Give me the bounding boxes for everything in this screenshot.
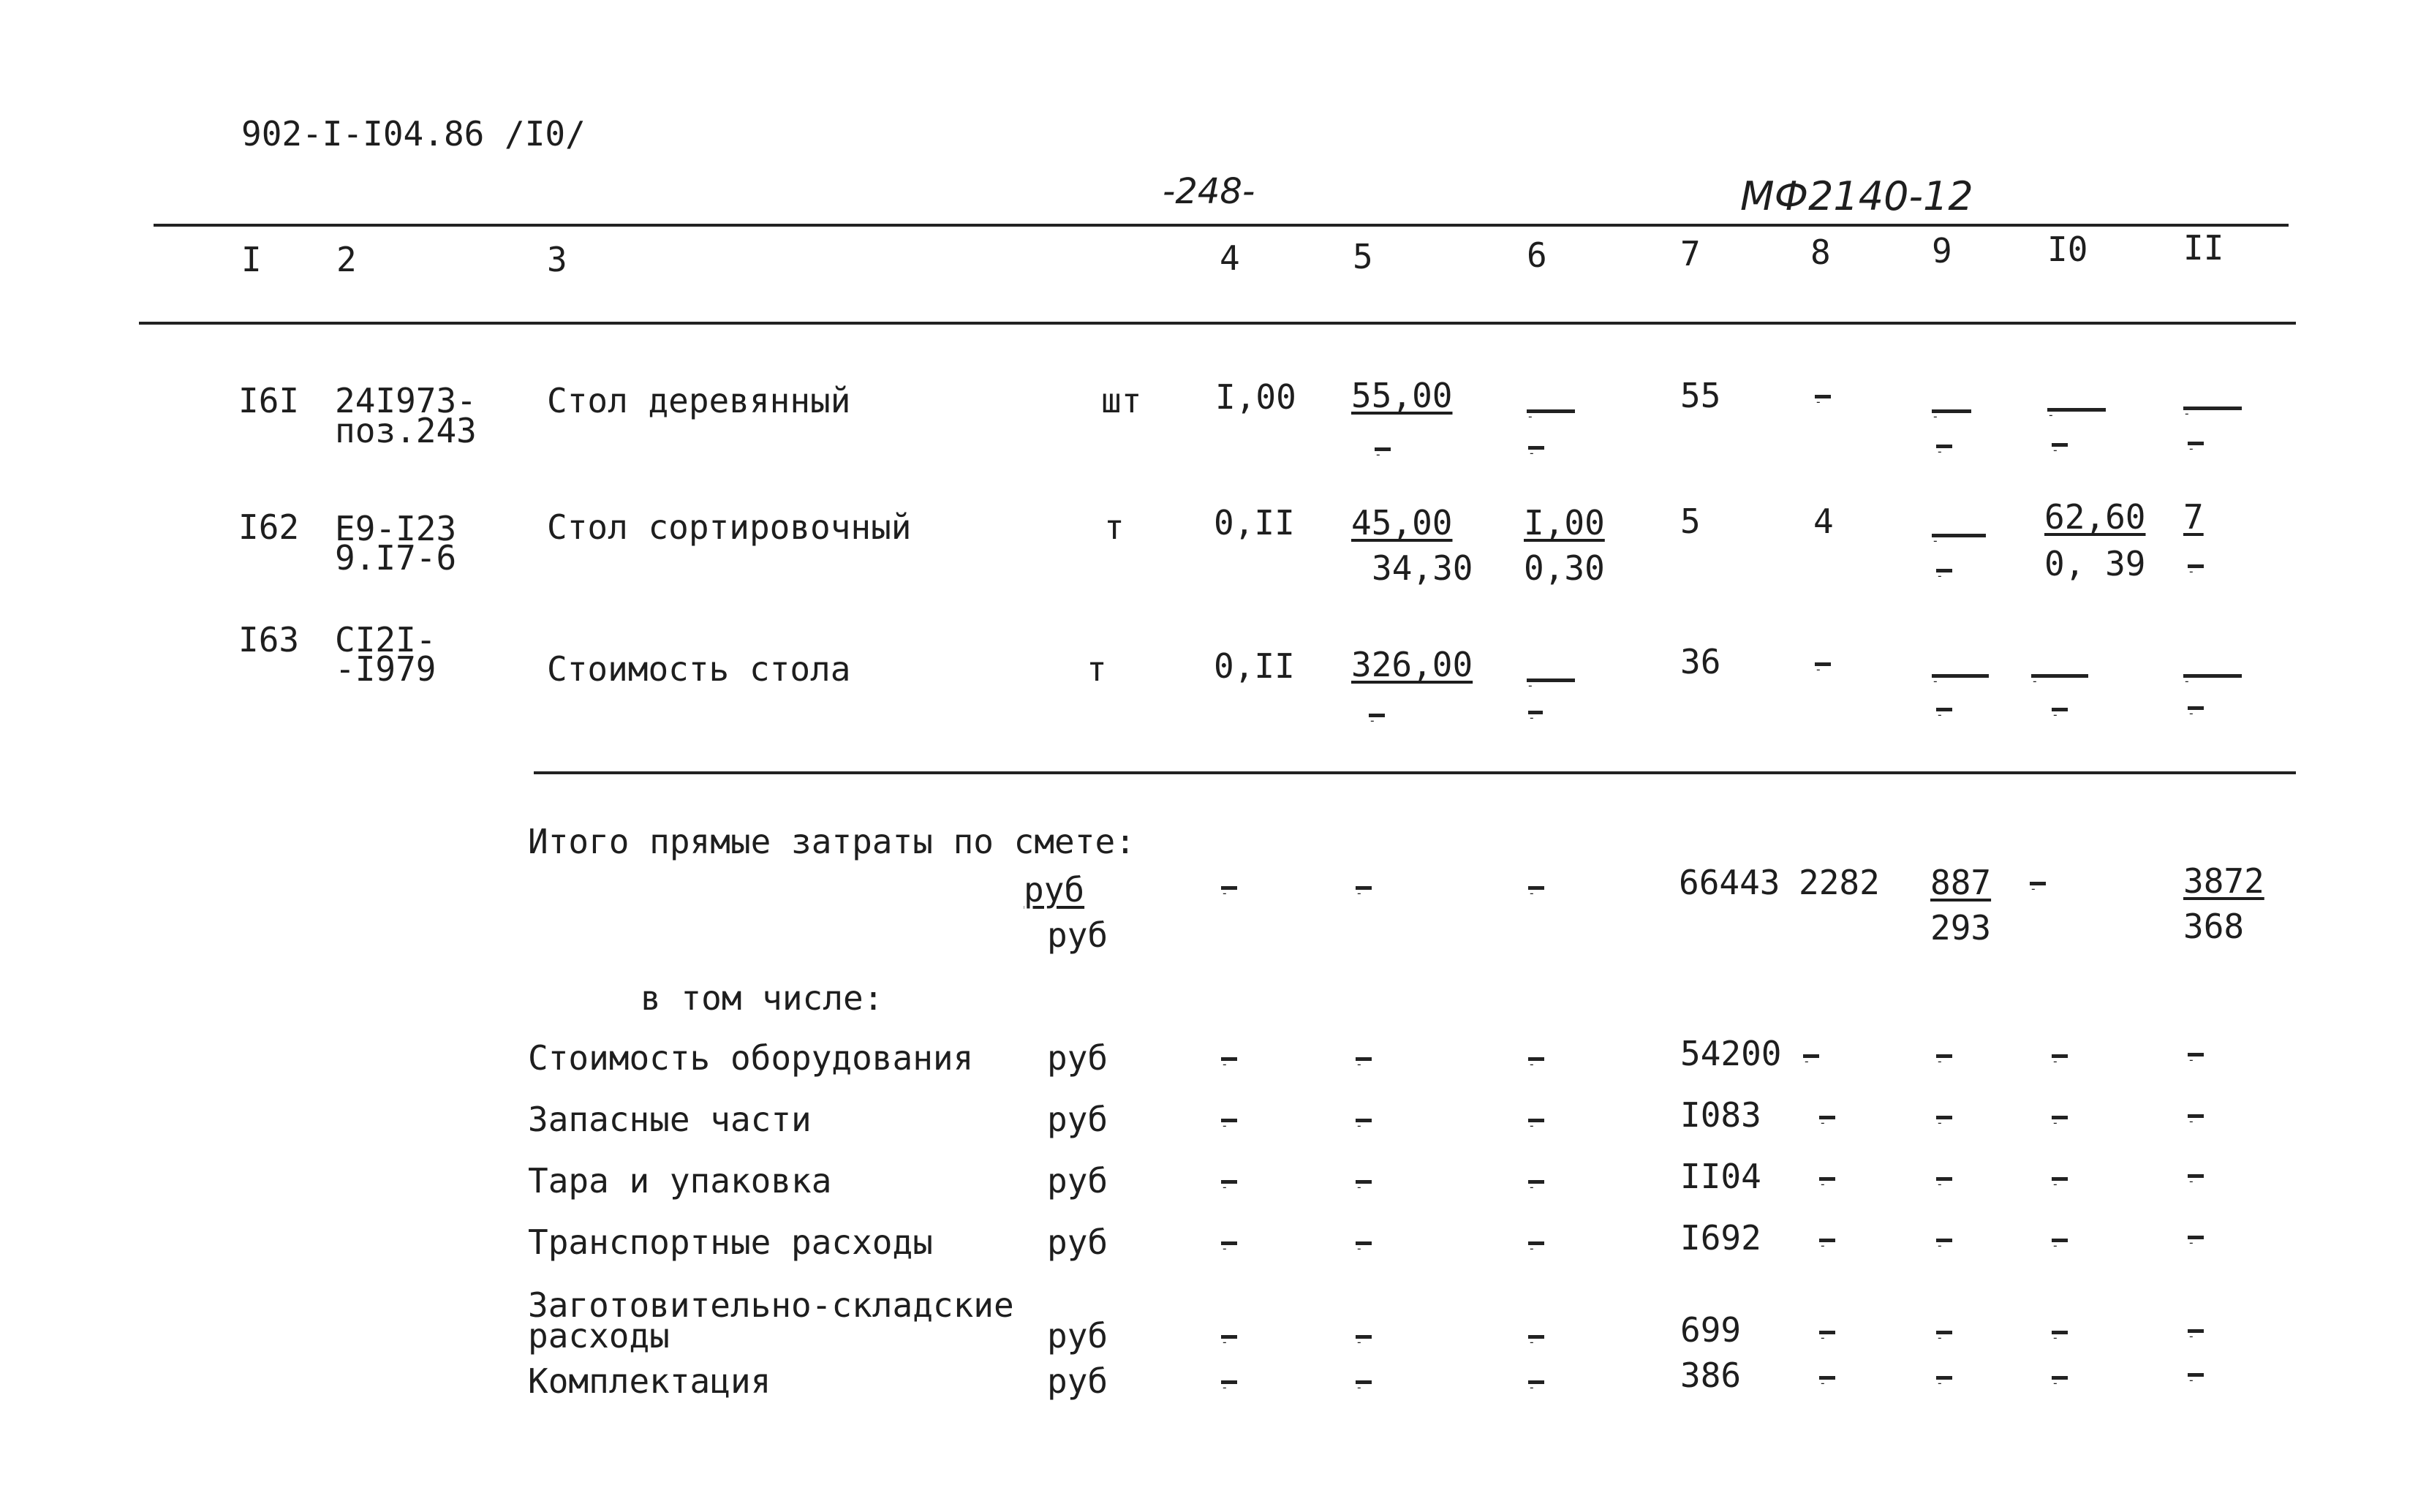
row-col7: 5: [1680, 502, 1701, 541]
row-col11-top: 7: [2183, 497, 2204, 537]
breakdown-col7: 54200: [1680, 1034, 1782, 1073]
breakdown-col9: -: [1936, 1331, 1952, 1334]
breakdown-unit: руб: [1047, 1038, 1108, 1078]
breakdown-unit: руб: [1047, 1222, 1108, 1262]
row-col6-top: -: [1527, 678, 1575, 682]
row-col11-bottom: -: [2188, 564, 2204, 568]
total-unit-1: руб: [1024, 870, 1085, 910]
row-col10-top: -: [2031, 674, 2088, 678]
breakdown-col10: -: [2052, 1376, 2068, 1380]
total-col8: 2282: [1799, 863, 1880, 902]
breakdown-col9: -: [1936, 1054, 1952, 1058]
row-col11-bottom: -: [2188, 442, 2204, 445]
row-col8: -: [1815, 395, 1831, 398]
col-header-7: 7: [1680, 234, 1701, 273]
breakdown-col8: -: [1819, 1116, 1835, 1119]
total-col11-bottom: 368: [2183, 907, 2245, 946]
row-number: I63: [238, 620, 300, 659]
col-header-8: 8: [1810, 233, 1831, 272]
breakdown-col5: -: [1356, 1119, 1372, 1122]
breakdown-col9: -: [1936, 1376, 1952, 1380]
total-unit-2: руб: [1047, 915, 1108, 955]
breakdown-col8: -: [1819, 1376, 1835, 1380]
breakdown-col8: -: [1819, 1239, 1835, 1242]
total-col5: -: [1356, 886, 1372, 890]
breakdown-col8: -: [1819, 1177, 1835, 1181]
row-unit: т: [1104, 507, 1125, 547]
row-col6-bottom: -: [1528, 711, 1543, 714]
col-header-1: I: [241, 240, 262, 279]
breakdown-col10: -: [2052, 1331, 2068, 1334]
total-col9-top: 887: [1930, 863, 1992, 902]
row-name: Стол деревянный: [547, 381, 851, 420]
col-header-9: 9: [1932, 231, 1952, 271]
total-col4: -: [1221, 886, 1237, 890]
breakdown-col9: -: [1936, 1239, 1952, 1242]
breakdown-col9: -: [1936, 1177, 1952, 1181]
breakdown-col6: -: [1528, 1380, 1544, 1384]
row-col9-top: -: [1932, 534, 1986, 537]
row-col5-top: 45,00: [1351, 503, 1453, 543]
breakdown-col11: -: [2188, 1053, 2204, 1056]
row-code: Е9-I23: [335, 509, 457, 548]
breakdown-col4: -: [1221, 1380, 1237, 1384]
breakdown-name: Заготовительно-складские: [528, 1285, 1014, 1325]
breakdown-col4: -: [1221, 1335, 1237, 1339]
row-col5-bottom: -: [1375, 447, 1391, 451]
breakdown-col9: -: [1936, 1116, 1952, 1119]
breakdown-col10: -: [2052, 1177, 2068, 1181]
total-col7: 66443: [1679, 863, 1780, 902]
breakdown-col7: 699: [1680, 1310, 1742, 1350]
header-bottom-rule: [139, 322, 2296, 325]
breakdown-col11: -: [2188, 1236, 2204, 1239]
breakdown-col7: II04: [1680, 1157, 1761, 1196]
breakdown-unit: руб: [1047, 1316, 1108, 1356]
col-header-3: 3: [547, 240, 567, 279]
breakdown-col6: -: [1528, 1119, 1544, 1122]
including-label: в том числе:: [641, 978, 884, 1018]
row-col5-bottom: -: [1369, 714, 1385, 717]
breakdown-col4: -: [1221, 1119, 1237, 1122]
row-unit: т: [1087, 649, 1107, 689]
breakdown-col7: 386: [1680, 1356, 1742, 1395]
breakdown-col5: -: [1356, 1335, 1372, 1339]
breakdown-unit: руб: [1047, 1161, 1108, 1201]
total-label: Итого прямые затраты по смете:: [528, 822, 1136, 861]
row-col11-bottom: -: [2188, 706, 2204, 710]
col-header-10: I0: [2047, 230, 2088, 269]
page-number: -248-: [1163, 171, 1255, 212]
row-col9-bottom: -: [1936, 708, 1952, 711]
row-qty: 0,II: [1214, 646, 1295, 686]
breakdown-col6: -: [1528, 1180, 1544, 1184]
breakdown-col4: -: [1221, 1180, 1237, 1184]
row-code: СI2I-: [335, 620, 437, 659]
breakdown-name-line2: расходы: [528, 1316, 670, 1356]
row-col9-top: -: [1932, 674, 1989, 678]
row-col10-bottom: 0, 39: [2044, 544, 2146, 583]
col-header-11: II: [2183, 228, 2224, 268]
row-col10-top: -: [2047, 408, 2106, 412]
breakdown-col7: I083: [1680, 1095, 1761, 1135]
total-col10: -: [2030, 882, 2046, 885]
breakdown-col8: -: [1819, 1331, 1835, 1334]
row-col7: 36: [1680, 642, 1721, 681]
breakdown-name: Стоимость оборудования: [528, 1038, 974, 1078]
breakdown-col5: -: [1356, 1380, 1372, 1384]
breakdown-col5: -: [1356, 1057, 1372, 1061]
row-col6-top: I,00: [1524, 503, 1605, 543]
row-col7: 55: [1680, 376, 1721, 415]
row-col11-top: -: [2183, 407, 2242, 410]
row-col11-top: -: [2183, 674, 2242, 678]
row-name: Стоимость стола: [547, 649, 851, 689]
row-col10-top: 62,60: [2044, 497, 2146, 537]
breakdown-col6: -: [1528, 1335, 1544, 1339]
row-qty: I,00: [1215, 377, 1296, 417]
breakdown-col4: -: [1221, 1241, 1237, 1245]
section-rule: [534, 771, 2296, 774]
col-header-6: 6: [1527, 235, 1547, 275]
row-col8: -: [1815, 662, 1831, 666]
breakdown-col7: I692: [1680, 1218, 1761, 1258]
row-col9-bottom: -: [1936, 569, 1952, 572]
row-col5-top: 55,00: [1351, 376, 1453, 415]
breakdown-name: Комплектация: [528, 1361, 771, 1401]
row-col6-bottom: -: [1528, 446, 1544, 450]
row-unit: шт: [1101, 381, 1142, 420]
row-code: 24I973-: [335, 381, 477, 420]
col-header-5: 5: [1353, 237, 1373, 276]
row-col5-bottom: 34,30: [1372, 548, 1473, 588]
breakdown-col8: -: [1803, 1054, 1819, 1058]
row-col10-bottom: -: [2052, 443, 2068, 447]
document-code: 902-I-I04.86 /I0/: [241, 114, 586, 154]
breakdown-col10: -: [2052, 1116, 2068, 1119]
breakdown-name: Транспортные расходы: [528, 1222, 933, 1262]
row-col6-top: -: [1527, 409, 1575, 413]
breakdown-col11: -: [2188, 1373, 2204, 1377]
breakdown-col11: -: [2188, 1174, 2204, 1178]
row-col6-bottom: 0,30: [1524, 548, 1605, 588]
breakdown-unit: руб: [1047, 1361, 1108, 1401]
row-name: Стол сортировочный: [547, 507, 912, 547]
row-number: I62: [238, 507, 300, 547]
breakdown-col6: -: [1528, 1241, 1544, 1245]
breakdown-col4: -: [1221, 1057, 1237, 1061]
row-col10-bottom: -: [2052, 708, 2068, 711]
breakdown-name: Тара и упаковка: [528, 1161, 832, 1201]
breakdown-name: Запасные части: [528, 1100, 812, 1139]
breakdown-col11: -: [2188, 1329, 2204, 1333]
row-col9-top: -: [1932, 409, 1971, 413]
stamp-code: МФ2140-12: [1740, 173, 1973, 219]
col-header-2: 2: [336, 240, 357, 279]
header-top-rule: [154, 224, 2289, 227]
row-qty: 0,II: [1214, 503, 1295, 543]
breakdown-col11: -: [2188, 1114, 2204, 1118]
breakdown-col10: -: [2052, 1054, 2068, 1058]
breakdown-unit: руб: [1047, 1100, 1108, 1139]
breakdown-col10: -: [2052, 1239, 2068, 1242]
total-col6: -: [1528, 886, 1544, 890]
row-col8: 4: [1813, 502, 1834, 541]
total-col9-bottom: 293: [1930, 908, 1992, 948]
total-col11-top: 3872: [2183, 861, 2264, 901]
row-col9-bottom: -: [1936, 445, 1952, 448]
row-code-line2: 9.I7-6: [335, 538, 457, 578]
breakdown-col6: -: [1528, 1057, 1544, 1061]
row-code-line2: поз.243: [335, 411, 477, 450]
row-number: I6I: [238, 381, 300, 420]
breakdown-col5: -: [1356, 1241, 1372, 1245]
row-code-line2: -I979: [335, 649, 437, 689]
row-col5-top: 326,00: [1351, 645, 1473, 684]
col-header-4: 4: [1220, 238, 1240, 278]
breakdown-col5: -: [1356, 1180, 1372, 1184]
